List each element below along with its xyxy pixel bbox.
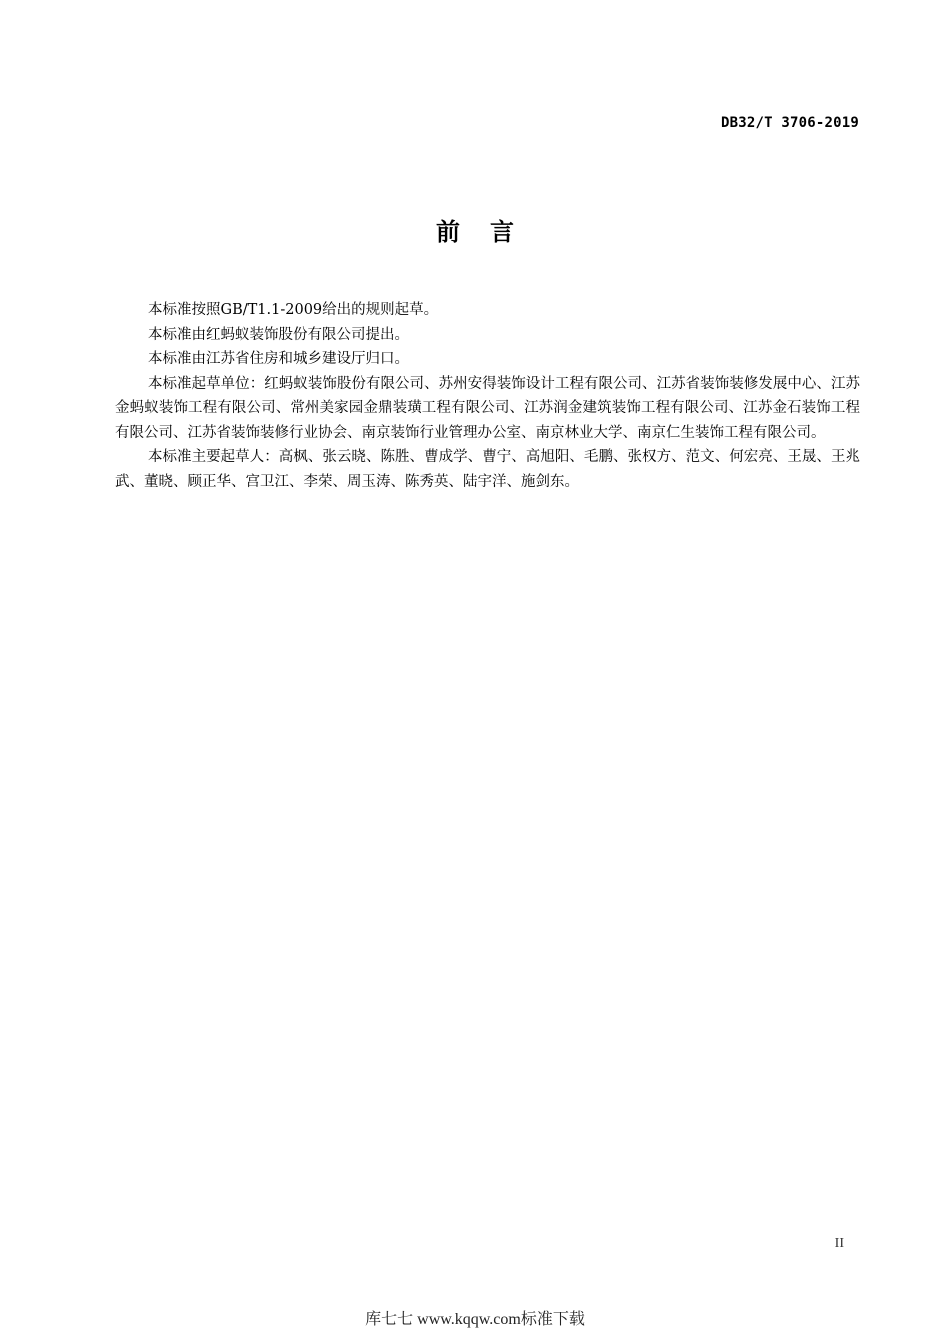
source-watermark: 库七七 www.kqqw.com标准下载 <box>365 1311 585 1328</box>
paragraph-administrator: 本标准由江苏省住房和城乡建设厅归口。 <box>148 351 409 367</box>
paragraph-drafting-rules: 本标准按照GB/T1.1-2009给出的规则起草。 <box>148 302 439 318</box>
document-standard-number: DB32/T 3706-2019 <box>720 115 859 131</box>
foreword-body <box>115 298 860 494</box>
page-title: 前言 <box>436 218 544 246</box>
paragraph-drafters: 本标准主要起草人：高枫、张云晓、陈胜、曹成学、曹宁、高旭阳、毛鹏、张权方、范文、何宏亮、王晟、王兆武、董晓、顾正华、宫卫江、李荣、周玉涛、陈秀英、陆宇洋、施剑东。 <box>115 449 860 490</box>
page-number: II <box>834 1236 844 1251</box>
paragraph-proposer: 本标准由红蚂蚁装饰股份有限公司提出。 <box>148 326 409 343</box>
paragraph-drafting-units: 本标准起草单位：红蚂蚁装饰股份有限公司、苏州安得装饰设计工程有限公司、江苏省装饰装修发展中心、江苏金蚂蚁装饰工程有限公司、常州美家园金鼎装璜工程有限公司、江苏润金建筑装饰工程有限公司、江苏金石装饰工程有限公司、江苏省装饰装修行业协会、南京装饰行业管理办公室、南京林业大学、南京仁生装饰工程有限公司。 <box>115 375 860 441</box>
